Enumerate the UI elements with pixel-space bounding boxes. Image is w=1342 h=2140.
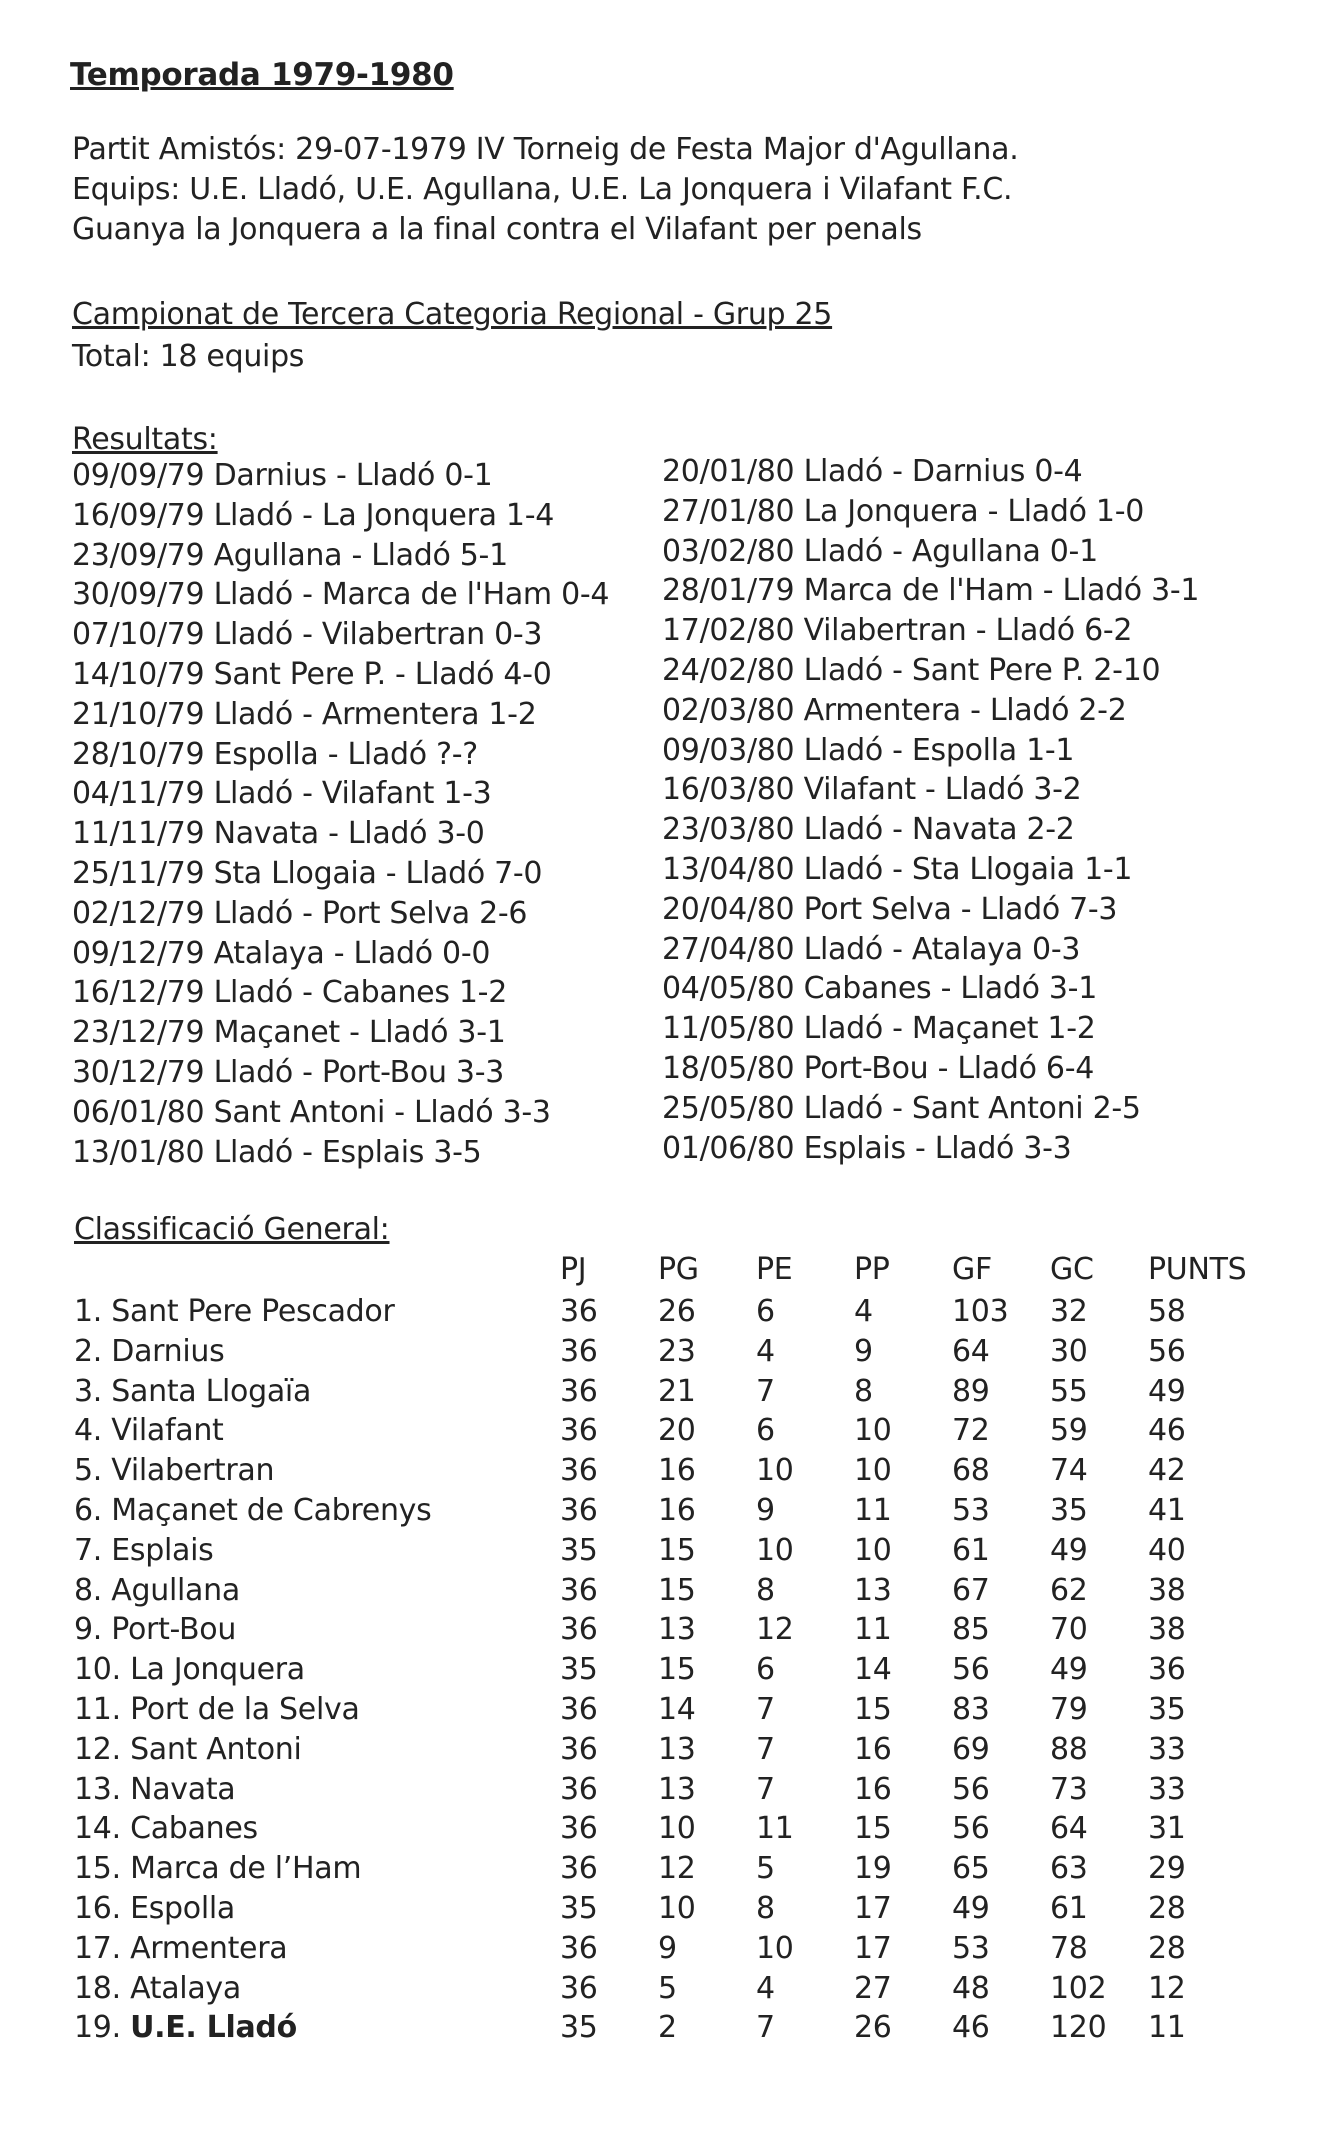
stat-pe: 10 — [756, 1930, 794, 1966]
team-position: 18. — [74, 1970, 121, 2006]
stat-punts: 49 — [1148, 1373, 1186, 1409]
stat-punts: 38 — [1148, 1572, 1186, 1608]
stat-gf: 89 — [952, 1373, 990, 1409]
championship-title: Campionat de Tercera Categoria Regional - Grup 25 — [72, 297, 833, 332]
stat-pj: 36 — [560, 1294, 598, 1329]
team-position: 12. — [74, 1731, 121, 1767]
standings-row — [74, 1491, 1258, 1531]
header-punts: PUNTS — [1148, 1252, 1247, 1288]
results-column-second-round — [662, 452, 1199, 1168]
stat-pp: 13 — [854, 1572, 892, 1608]
match-result: 27/04/80 Lladó - Atalaya 0-3 — [662, 931, 1081, 967]
team-position: 16. — [74, 1890, 121, 1926]
stat-pe: 6 — [756, 1413, 775, 1449]
stat-pg: 16 — [658, 1492, 696, 1528]
standings-row — [74, 1849, 1258, 1889]
standings-row — [74, 1571, 1258, 1611]
stat-gf: 85 — [952, 1612, 990, 1648]
stat-pe: 7 — [756, 1373, 775, 1409]
stat-pg: 14 — [658, 1691, 696, 1727]
championship-total: Total: 18 equips — [72, 339, 305, 374]
stat-gc: 61 — [1050, 1890, 1088, 1926]
team-name: La Jonquera — [130, 1652, 305, 1688]
team-position: 2. — [74, 1333, 103, 1369]
standings-table — [74, 1248, 1258, 2048]
standings-row — [74, 1451, 1258, 1491]
season-title: Temporada 1979-1980 — [70, 57, 454, 93]
stat-pg: 9 — [658, 1930, 677, 1966]
match-result: 04/05/80 Cabanes - Lladó 3-1 — [662, 971, 1097, 1007]
match-result: 02/03/80 Armentera - Lladó 2-2 — [662, 692, 1127, 728]
stat-gf: 103 — [952, 1294, 1009, 1329]
stat-punts: 56 — [1148, 1333, 1186, 1369]
team-position: 19. — [74, 2010, 121, 2046]
team-position: 5. — [74, 1453, 103, 1489]
header-pe: PE — [756, 1252, 793, 1288]
team-position: 4. — [74, 1413, 103, 1449]
stat-punts: 29 — [1148, 1851, 1186, 1887]
stat-pp: 17 — [854, 1930, 892, 1966]
stat-gf: 61 — [952, 1532, 990, 1568]
stat-pg: 26 — [658, 1294, 696, 1329]
match-result: 16/09/79 Lladó - La Jonquera 1-4 — [72, 497, 555, 533]
match-result: 17/02/80 Vilabertran - Lladó 6-2 — [662, 613, 1133, 649]
stat-pg: 13 — [658, 1771, 696, 1807]
stat-pe: 8 — [756, 1572, 775, 1608]
match-result: 09/03/80 Lladó - Espolla 1-1 — [662, 732, 1075, 768]
team-name: Marca de l’Ham — [130, 1851, 362, 1887]
match-result: 28/10/79 Espolla - Lladó ?-? — [72, 736, 478, 772]
match-result: 02/12/79 Lladó - Port Selva 2-6 — [72, 895, 528, 931]
standings-row — [74, 1610, 1258, 1650]
standings-row — [74, 1730, 1258, 1770]
team-name: Vilabertran — [111, 1453, 275, 1489]
friendly-line: Guanya la Jonquera a la final contra el Vilafant per penals — [72, 212, 922, 247]
standings-row — [74, 1770, 1258, 1810]
stat-pp: 15 — [854, 1811, 892, 1847]
match-result: 25/11/79 Sta Llogaia - Lladó 7-0 — [72, 855, 543, 891]
stat-pg: 16 — [658, 1453, 696, 1489]
stat-pg: 15 — [658, 1532, 696, 1568]
team-position: 15. — [74, 1851, 121, 1887]
team-cell — [74, 1889, 560, 1929]
header-pp: PP — [854, 1252, 890, 1288]
team-name: Santa Llogaïa — [111, 1373, 312, 1409]
stat-punts: 46 — [1148, 1413, 1186, 1449]
stat-gc: 70 — [1050, 1612, 1088, 1648]
stat-pe: 7 — [756, 2010, 775, 2046]
stat-pj: 36 — [560, 1453, 598, 1489]
team-cell — [74, 1531, 560, 1571]
team-cell — [74, 1491, 560, 1531]
stat-gc: 120 — [1050, 2010, 1107, 2046]
header-pj: PJ — [560, 1252, 587, 1288]
stat-pe: 6 — [756, 1294, 775, 1329]
stat-pp: 26 — [854, 2010, 892, 2046]
stat-pp: 10 — [854, 1453, 892, 1489]
stat-punts: 38 — [1148, 1612, 1186, 1648]
team-cell — [74, 1929, 560, 1969]
match-result: 24/02/80 Lladó - Sant Pere P. 2-10 — [662, 652, 1161, 688]
team-position: 17. — [74, 1930, 121, 1966]
stat-pj: 36 — [560, 1851, 598, 1887]
team-name: U.E. Lladó — [130, 2010, 297, 2046]
stat-pp: 4 — [854, 1294, 873, 1329]
team-position: 8. — [74, 1572, 103, 1608]
stat-gf: 53 — [952, 1492, 990, 1528]
stat-punts: 35 — [1148, 1691, 1186, 1727]
stat-pp: 10 — [854, 1532, 892, 1568]
match-result: 11/11/79 Navata - Lladó 3-0 — [72, 816, 485, 852]
team-cell — [74, 1690, 560, 1730]
standings-row — [74, 1929, 1258, 1969]
team-name: Atalaya — [130, 1970, 241, 2006]
match-result: 21/10/79 Lladó - Armentera 1-2 — [72, 696, 537, 732]
stat-pg: 5 — [658, 1970, 677, 2006]
match-result: 23/03/80 Lladó - Navata 2-2 — [662, 812, 1075, 848]
stat-pp: 19 — [854, 1851, 892, 1887]
stat-pj: 36 — [560, 1731, 598, 1767]
stat-pg: 10 — [658, 1890, 696, 1926]
stat-pj: 36 — [560, 1930, 598, 1966]
team-position: 9. — [74, 1612, 103, 1648]
results-heading: Resultats: — [72, 422, 218, 457]
stat-pj: 36 — [560, 1970, 598, 2006]
team-cell — [74, 1770, 560, 1810]
team-cell — [74, 1411, 560, 1451]
standings-body — [74, 1292, 1258, 2048]
stat-pe: 7 — [756, 1691, 775, 1727]
stat-gf: 56 — [952, 1811, 990, 1847]
stat-punts: 11 — [1148, 2010, 1186, 2046]
stat-pg: 15 — [658, 1572, 696, 1608]
stat-punts: 42 — [1148, 1453, 1186, 1489]
team-cell — [74, 1610, 560, 1650]
match-result: 07/10/79 Lladó - Vilabertran 0-3 — [72, 617, 543, 653]
stat-pe: 12 — [756, 1612, 794, 1648]
team-name: Sant Antoni — [130, 1731, 302, 1767]
team-cell — [74, 1372, 560, 1412]
match-result: 20/04/80 Port Selva - Lladó 7-3 — [662, 891, 1118, 927]
stat-gf: 72 — [952, 1413, 990, 1449]
stat-pj: 36 — [560, 1572, 598, 1608]
stat-pj: 36 — [560, 1691, 598, 1727]
stat-gc: 55 — [1050, 1373, 1088, 1409]
results-column-first-round — [72, 456, 609, 1172]
match-result: 30/12/79 Lladó - Port-Bou 3-3 — [72, 1054, 505, 1090]
stat-pe: 11 — [756, 1811, 794, 1847]
stat-pj: 35 — [560, 1532, 598, 1568]
match-result: 18/05/80 Port-Bou - Lladó 6-4 — [662, 1050, 1095, 1086]
stat-gc: 30 — [1050, 1333, 1088, 1369]
stat-gf: 68 — [952, 1453, 990, 1489]
team-position: 14. — [74, 1811, 121, 1847]
team-name: Vilafant — [111, 1413, 224, 1449]
match-result: 01/06/80 Esplais - Lladó 3-3 — [662, 1130, 1072, 1166]
team-name: Espolla — [130, 1890, 235, 1926]
stat-gf: 56 — [952, 1771, 990, 1807]
stat-pg: 23 — [658, 1333, 696, 1369]
stat-punts: 36 — [1148, 1652, 1186, 1688]
stat-gf: 83 — [952, 1691, 990, 1727]
team-cell — [74, 1292, 560, 1332]
match-result: 09/09/79 Darnius - Lladó 0-1 — [72, 458, 493, 493]
header-gc: GC — [1050, 1252, 1094, 1288]
stat-pj: 36 — [560, 1333, 598, 1369]
match-result: 03/02/80 Lladó - Agullana 0-1 — [662, 533, 1098, 569]
standings-row — [74, 1531, 1258, 1571]
stat-gc: 35 — [1050, 1492, 1088, 1528]
team-cell — [74, 1849, 560, 1889]
match-result: 30/09/79 Lladó - Marca de l'Ham 0-4 — [72, 577, 610, 613]
team-cell — [74, 2008, 560, 2048]
team-position: 10. — [74, 1652, 121, 1688]
stat-pg: 12 — [658, 1851, 696, 1887]
stat-punts: 28 — [1148, 1890, 1186, 1926]
stat-pp: 8 — [854, 1373, 873, 1409]
match-result: 20/01/80 Lladó - Darnius 0-4 — [662, 454, 1083, 489]
team-position: 3. — [74, 1373, 103, 1409]
team-position: 1. — [74, 1294, 103, 1329]
stat-pg: 13 — [658, 1731, 696, 1767]
team-cell — [74, 1332, 560, 1372]
stat-pe: 8 — [756, 1890, 775, 1926]
header-gf: GF — [952, 1252, 992, 1288]
stat-gf: 48 — [952, 1970, 990, 2006]
stat-gc: 78 — [1050, 1930, 1088, 1966]
stat-gc: 62 — [1050, 1572, 1088, 1608]
team-name: Cabanes — [130, 1811, 258, 1847]
stat-punts: 28 — [1148, 1930, 1186, 1966]
team-position: 7. — [74, 1532, 103, 1568]
header-team — [74, 1248, 560, 1292]
stat-pe: 4 — [756, 1970, 775, 2006]
stat-gf: 65 — [952, 1851, 990, 1887]
stat-gf: 53 — [952, 1930, 990, 1966]
stat-pp: 17 — [854, 1890, 892, 1926]
match-result: 23/12/79 Maçanet - Lladó 3-1 — [72, 1015, 506, 1051]
match-result: 25/05/80 Lladó - Sant Antoni 2-5 — [662, 1090, 1141, 1126]
stat-gc: 63 — [1050, 1851, 1088, 1887]
stat-punts: 40 — [1148, 1532, 1186, 1568]
stat-pp: 15 — [854, 1691, 892, 1727]
stat-punts: 33 — [1148, 1771, 1186, 1807]
stat-pj: 36 — [560, 1811, 598, 1847]
stat-gf: 49 — [952, 1890, 990, 1926]
stat-pg: 15 — [658, 1652, 696, 1688]
stat-pp: 16 — [854, 1731, 892, 1767]
standings-row — [74, 1411, 1258, 1451]
standings-row — [74, 1969, 1258, 2009]
stat-pe: 7 — [756, 1731, 775, 1767]
stat-pe: 5 — [756, 1851, 775, 1887]
stat-pp: 16 — [854, 1771, 892, 1807]
stat-pp: 11 — [854, 1612, 892, 1648]
stat-pg: 10 — [658, 1811, 696, 1847]
stat-gc: 59 — [1050, 1413, 1088, 1449]
stat-gc: 73 — [1050, 1771, 1088, 1807]
standings-row — [74, 1889, 1258, 1929]
team-cell — [74, 1451, 560, 1491]
header-pg: PG — [658, 1252, 699, 1288]
standings-heading: Classificació General: — [74, 1212, 390, 1247]
stat-pj: 36 — [560, 1771, 598, 1807]
stat-pj: 35 — [560, 2010, 598, 2046]
team-name: Sant Pere Pescador — [111, 1294, 395, 1329]
match-result: 13/04/80 Lladó - Sta Llogaia 1-1 — [662, 851, 1133, 887]
stat-pe: 7 — [756, 1771, 775, 1807]
standings-row — [74, 1650, 1258, 1690]
stat-gf: 69 — [952, 1731, 990, 1767]
stat-pj: 35 — [560, 1890, 598, 1926]
stat-pe: 10 — [756, 1532, 794, 1568]
friendly-line: Partit Amistós: 29-07-1979 IV Torneig de Festa Major d'Agullana. — [72, 132, 1019, 167]
team-name: Maçanet de Cabrenys — [111, 1492, 432, 1528]
stat-pp: 14 — [854, 1652, 892, 1688]
stat-pg: 21 — [658, 1373, 696, 1409]
stat-pe: 10 — [756, 1453, 794, 1489]
team-cell — [74, 1809, 560, 1849]
match-result: 04/11/79 Lladó - Vilafant 1-3 — [72, 776, 492, 812]
team-name: Agullana — [111, 1572, 240, 1608]
stat-punts: 41 — [1148, 1492, 1186, 1528]
stat-gc: 64 — [1050, 1811, 1088, 1847]
match-result: 16/03/80 Vilafant - Lladó 3-2 — [662, 772, 1082, 808]
team-cell — [74, 1571, 560, 1611]
stat-pp: 27 — [854, 1970, 892, 2006]
stat-pj: 36 — [560, 1373, 598, 1409]
stat-pj: 35 — [560, 1652, 598, 1688]
team-name: Esplais — [111, 1532, 214, 1568]
stat-gf: 67 — [952, 1572, 990, 1608]
match-result: 14/10/79 Sant Pere P. - Lladó 4-0 — [72, 656, 552, 692]
stat-pg: 20 — [658, 1413, 696, 1449]
friendly-match-info — [72, 130, 1018, 250]
match-result: 27/01/80 La Jonquera - Lladó 1-0 — [662, 493, 1145, 529]
stat-gf: 56 — [952, 1652, 990, 1688]
team-name: Darnius — [111, 1333, 225, 1369]
stat-pp: 10 — [854, 1413, 892, 1449]
friendly-line: Equips: U.E. Lladó, U.E. Agullana, U.E. La Jonquera i Vilafant F.C. — [72, 172, 1013, 207]
stat-punts: 33 — [1148, 1731, 1186, 1767]
standings-row — [74, 2008, 1258, 2048]
match-result: 16/12/79 Lladó - Cabanes 1-2 — [72, 975, 507, 1011]
team-cell — [74, 1730, 560, 1770]
standings-row — [74, 1372, 1258, 1412]
stat-pj: 36 — [560, 1492, 598, 1528]
stat-pe: 4 — [756, 1333, 775, 1369]
standings-row — [74, 1292, 1258, 1332]
stat-pj: 36 — [560, 1413, 598, 1449]
match-result: 06/01/80 Sant Antoni - Lladó 3-3 — [72, 1094, 551, 1130]
standings-row — [74, 1332, 1258, 1372]
standings-row — [74, 1690, 1258, 1730]
stat-pg: 13 — [658, 1612, 696, 1648]
match-result: 09/12/79 Atalaya - Lladó 0-0 — [72, 935, 491, 971]
match-result: 28/01/79 Marca de l'Ham - Lladó 3-1 — [662, 573, 1200, 609]
stat-punts: 58 — [1148, 1294, 1186, 1329]
team-position: 13. — [74, 1771, 121, 1807]
stat-pg: 2 — [658, 2010, 677, 2046]
standings-row — [74, 1809, 1258, 1849]
stat-gc: 49 — [1050, 1532, 1088, 1568]
team-position: 11. — [74, 1691, 121, 1727]
stat-gc: 74 — [1050, 1453, 1088, 1489]
team-name: Armentera — [130, 1930, 288, 1966]
stat-pe: 6 — [756, 1652, 775, 1688]
stat-gc: 49 — [1050, 1652, 1088, 1688]
team-cell — [74, 1650, 560, 1690]
stat-pj: 36 — [560, 1612, 598, 1648]
stat-gf: 64 — [952, 1333, 990, 1369]
team-name: Navata — [130, 1771, 236, 1807]
match-result: 11/05/80 Lladó - Maçanet 1-2 — [662, 1011, 1096, 1047]
stat-gc: 32 — [1050, 1294, 1088, 1329]
team-position: 6. — [74, 1492, 103, 1528]
team-cell — [74, 1969, 560, 2009]
stat-gf: 46 — [952, 2010, 990, 2046]
stat-pp: 9 — [854, 1333, 873, 1369]
team-name: Port-Bou — [111, 1612, 237, 1648]
stat-pp: 11 — [854, 1492, 892, 1528]
stat-punts: 31 — [1148, 1811, 1186, 1847]
standings-header-row — [74, 1248, 1258, 1292]
match-result: 13/01/80 Lladó - Esplais 3-5 — [72, 1134, 482, 1170]
team-name: Port de la Selva — [130, 1691, 360, 1727]
stat-gc: 102 — [1050, 1970, 1107, 2006]
stat-pe: 9 — [756, 1492, 775, 1528]
stat-gc: 79 — [1050, 1691, 1088, 1727]
stat-punts: 12 — [1148, 1970, 1186, 2006]
stat-gc: 88 — [1050, 1731, 1088, 1767]
match-result: 23/09/79 Agullana - Lladó 5-1 — [72, 537, 508, 573]
